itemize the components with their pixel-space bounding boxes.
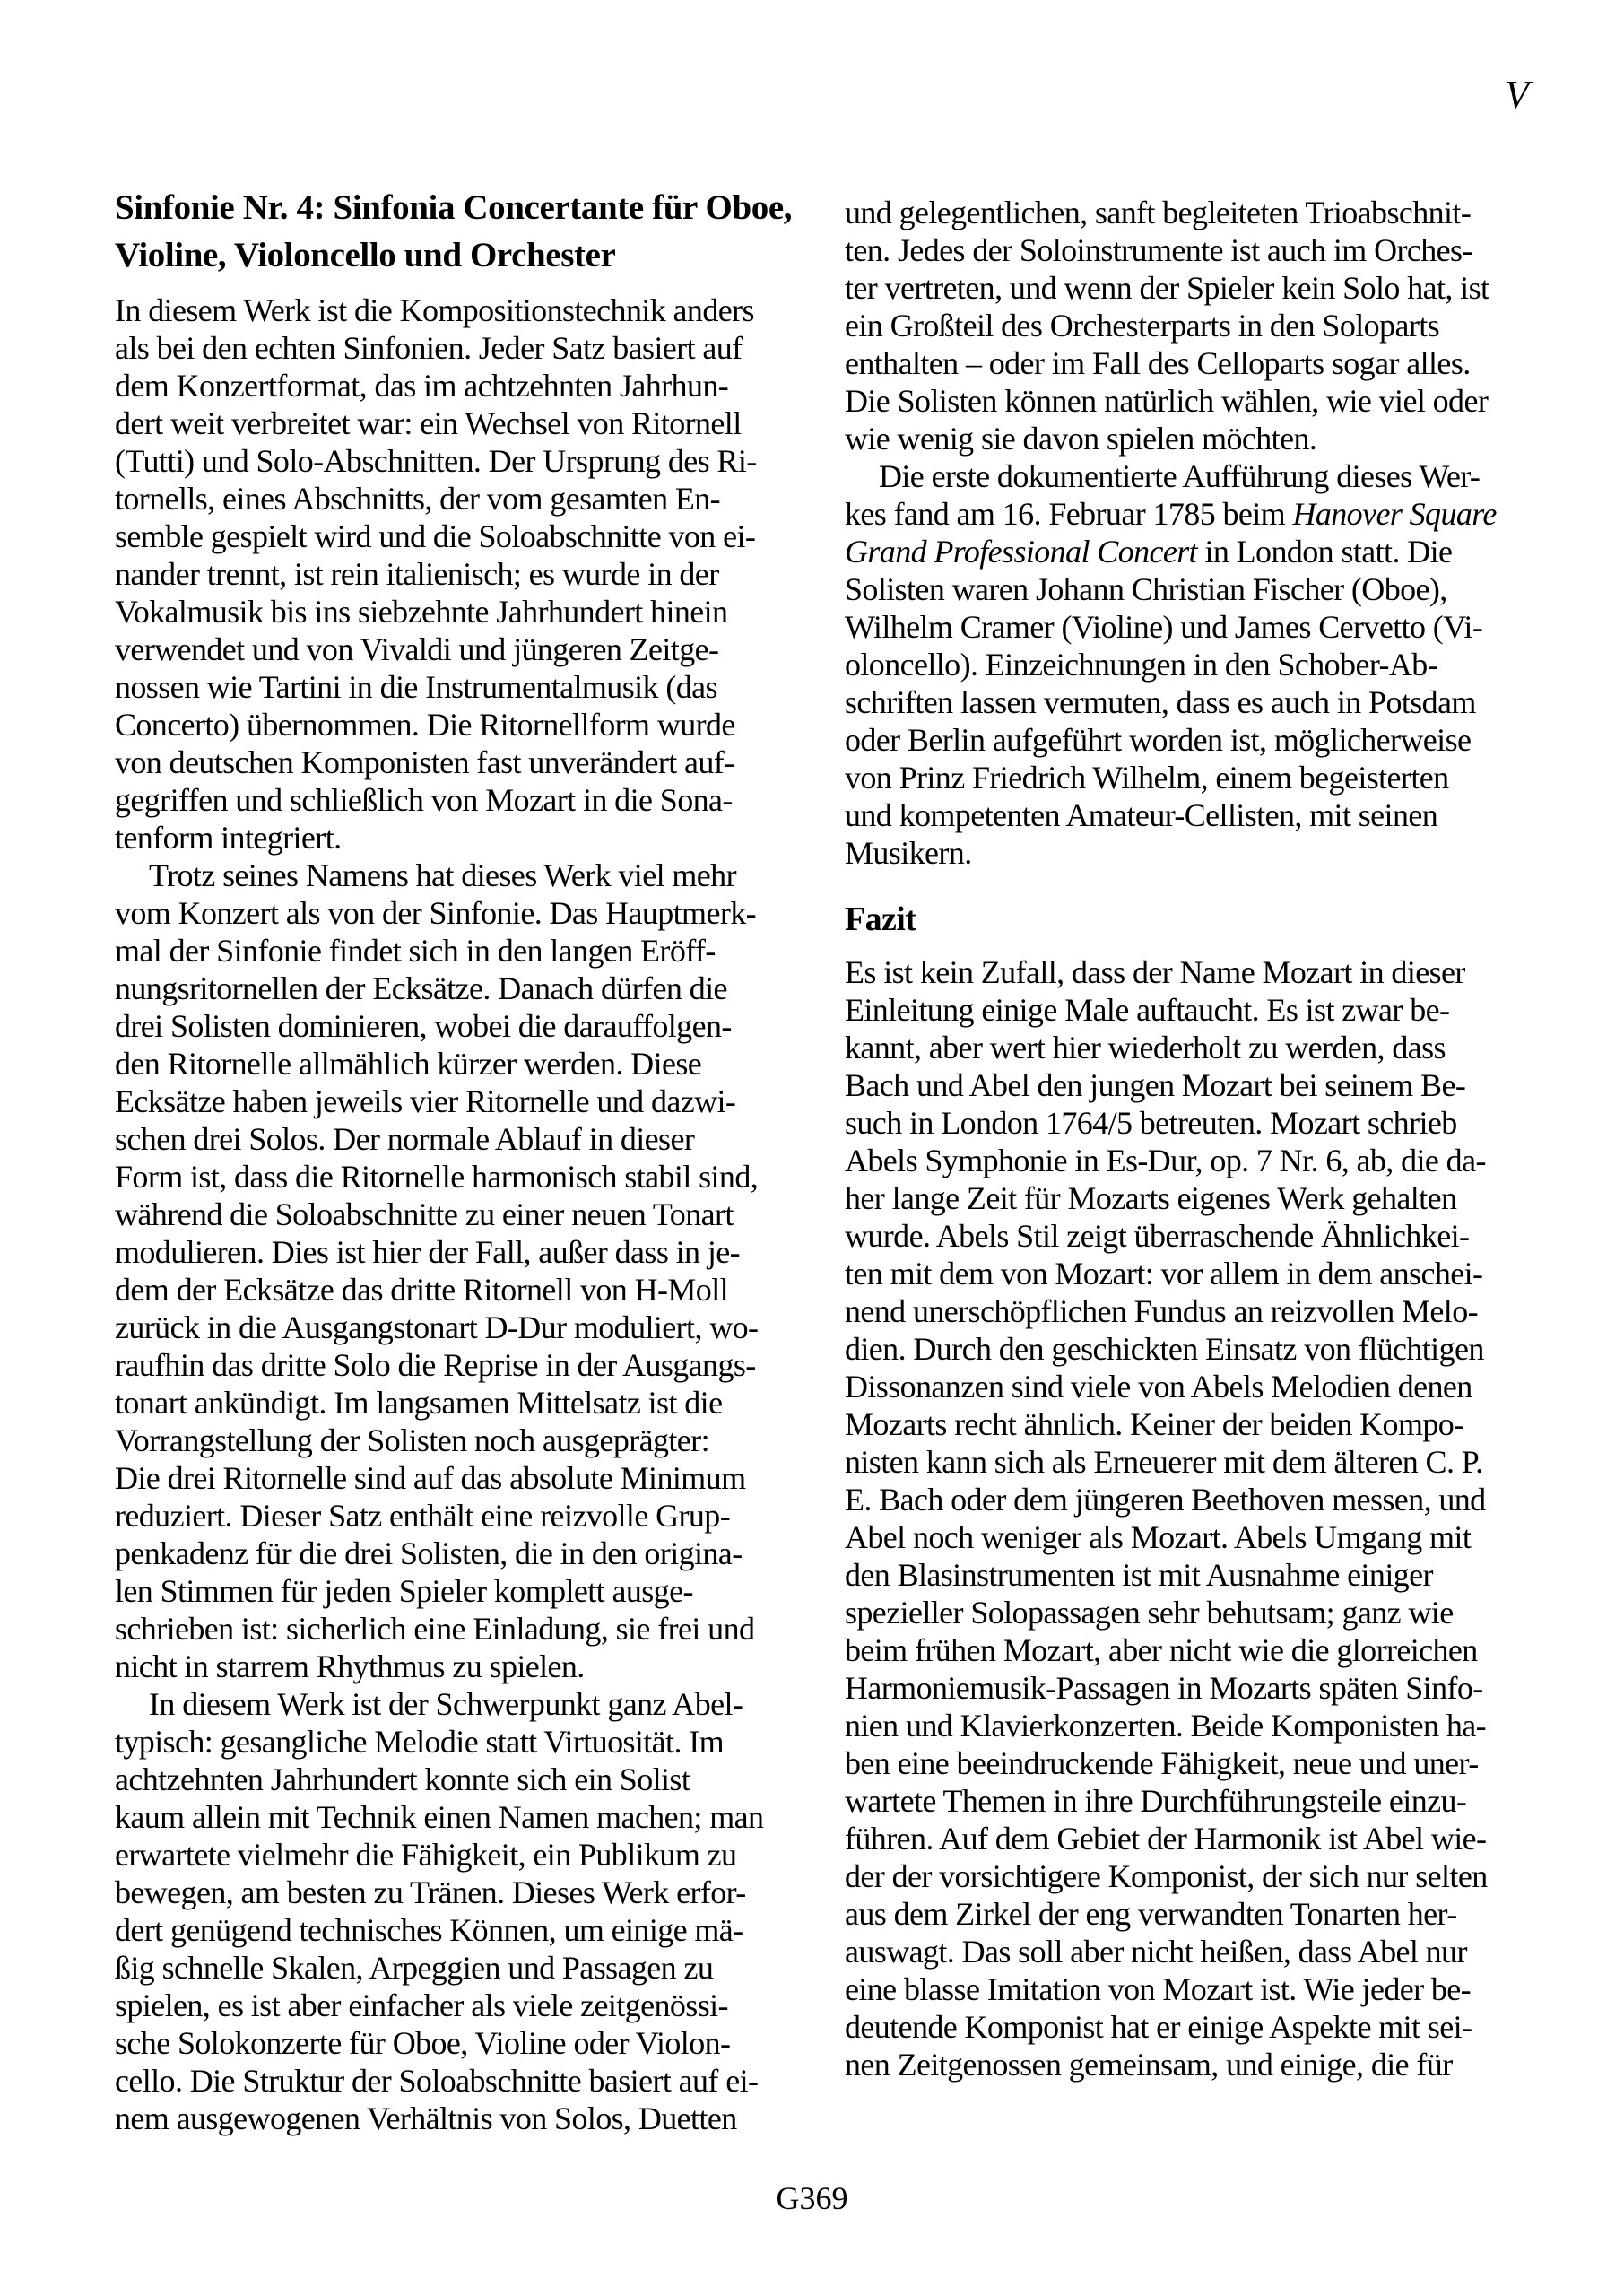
paragraph: [845, 194, 1531, 457]
text-line: [115, 1120, 801, 1158]
text-line: [115, 367, 801, 404]
text-run: Violine, Violoncello und Orchester: [115, 236, 616, 274]
text-line: [115, 184, 801, 231]
text-line: [845, 269, 1531, 307]
text-run: kannt, aber wert hier wiederholt zu werden, dass: [845, 1030, 1446, 1065]
text-run: Abels Symphonie in Es-Dur, op. 7 Nr. 6, ab, die da-: [845, 1143, 1486, 1178]
text-run: Form ist, dass die Ritornelle harmonisch stabil sind,: [115, 1159, 759, 1195]
text-line: [845, 646, 1531, 683]
text-run: Ecksätze haben jeweils vier Ritornelle und dazwi-: [115, 1083, 736, 1119]
text-line: [115, 1422, 801, 1459]
text-line: [115, 631, 801, 668]
text-run: wurde. Abels Stil zeigt überraschende Ähnlichkei-: [845, 1218, 1470, 1254]
text-run: von deutschen Komponisten fast unverändert auf-: [115, 744, 734, 780]
text-line: [845, 953, 1531, 991]
text-run: Trotz seines Namens hat dieses Werk viel mehr: [149, 857, 736, 893]
text-line: [115, 1761, 801, 1798]
text-run: spezieller Solopassagen sehr behutsam; ganz wie: [845, 1595, 1454, 1631]
text-run: mal der Sinfonie findet sich in den langen Eröff-: [115, 933, 716, 969]
text-run: drei Solisten dominieren, wobei die darauffolgen-: [115, 1008, 732, 1044]
text-line: [845, 570, 1531, 608]
text-line: [845, 1933, 1531, 1970]
text-run: achtzehnten Jahrhundert konnte sich ein Solist: [115, 1761, 690, 1797]
text-line: [845, 1556, 1531, 1594]
text-run: schen drei Solos. Der normale Ablauf in dieser: [115, 1121, 695, 1157]
text-run: ben eine beeindruckende Fähigkeit, neue und uner-: [845, 1745, 1479, 1781]
page-number: V: [1505, 73, 1529, 117]
text-run: Solisten waren Johann Christian Fischer (Oboe),: [845, 571, 1447, 607]
text-run: deutende Komponist hat er einige Aspekte mit sei-: [845, 2009, 1472, 2045]
text-line: [115, 1836, 801, 1874]
text-run: Die erste dokumentierte Aufführung dieses Wer-: [879, 458, 1481, 494]
text-run: (Tutti) und Solo-Abschnitten. Der Ursprung des Ri-: [115, 443, 757, 479]
text-line: [845, 1782, 1531, 1820]
text-run: len Stimmen für jeden Spieler komplett ausge-: [115, 1573, 693, 1609]
text-run: nossen wie Tartini in die Instrumentalmusik (das: [115, 669, 717, 705]
text-line: [845, 1443, 1531, 1481]
text-run: der der vorsichtigere Komponist, der sich nur selten: [845, 1858, 1488, 1894]
text-line: [845, 2046, 1531, 2083]
paragraph: [845, 953, 1531, 2083]
text-line: [845, 1368, 1531, 1405]
text-run: oder Berlin aufgeführt worden ist, möglicherweise: [845, 722, 1472, 758]
text-run: nisten kann sich als Erneuerer mit dem älteren C. P.: [845, 1444, 1483, 1480]
text-line: [845, 834, 1531, 872]
text-run: dert genügend technisches Können, um einige mä-: [115, 1912, 743, 1948]
text-run: nicht in starrem Rhythmus zu spielen.: [115, 1648, 585, 1684]
text-run: Mozarts recht ähnlich. Keiner der beiden Kompo-: [845, 1406, 1464, 1442]
text-line: [115, 668, 801, 706]
text-line: [115, 1384, 801, 1422]
text-line: [115, 932, 801, 970]
text-line: [115, 1459, 801, 1497]
text-run: und gelegentlichen, sanft begleiteten Trioabschnit-: [845, 195, 1472, 230]
text-line: [845, 1707, 1531, 1744]
text-run: schrieben ist: sicherlich eine Einladung, sie frei und: [115, 1611, 755, 1647]
text-run: In diesem Werk ist der Schwerpunkt ganz Abel-: [149, 1686, 743, 1722]
text-line: [845, 495, 1531, 533]
text-run: E. Bach oder dem jüngeren Beethoven messen, und: [845, 1482, 1486, 1518]
text-line: [115, 480, 801, 517]
text-line: [115, 781, 801, 819]
text-line: [115, 1158, 801, 1196]
text-line: [845, 1594, 1531, 1631]
text-line: [115, 1874, 801, 1911]
text-line: [845, 1292, 1531, 1330]
text-line: [845, 1669, 1531, 1707]
text-line: [845, 344, 1531, 382]
text-run: semble gespielt wird und die Soloabschnitte von ei-: [115, 518, 756, 554]
text-line: [845, 194, 1531, 231]
text-run: oloncello). Einzeichnungen in den Schober-Ab-: [845, 647, 1438, 683]
text-line: [115, 329, 801, 367]
text-line: [845, 1857, 1531, 1895]
text-line: [115, 706, 801, 744]
text-line: [845, 991, 1531, 1029]
text-line: [845, 608, 1531, 646]
text-run: Die Solisten können natürlich wählen, wie viel oder: [845, 383, 1489, 419]
text-run: modulieren. Dies ist hier der Fall, außer dass in je-: [115, 1234, 741, 1270]
text-run: Sinfonie Nr. 4: Sinfonia Concertante für Oboe,: [115, 188, 793, 227]
text-line: [115, 970, 801, 1007]
text-run: nungsritornellen der Ecksätze. Danach dürfen die: [115, 970, 727, 1006]
text-run: vom Konzert als von der Sinfonie. Das Hauptmerk-: [115, 895, 757, 931]
text-run: Concerto) übernommen. Die Ritornellform wurde: [115, 707, 735, 743]
text-run: von Prinz Friedrich Wilhelm, einem begeisterten: [845, 760, 1449, 796]
text-run: such in London 1764/5 betreuten. Mozart schrieb: [845, 1105, 1457, 1141]
text-line: [845, 231, 1531, 269]
text-line: [115, 231, 801, 279]
text-line: [845, 1744, 1531, 1782]
text-run: tonart ankündigt. Im langsamen Mittelsatz ist die: [115, 1385, 723, 1421]
text-line: [115, 593, 801, 631]
text-run: Vorrangstellung der Solisten noch ausgeprägter:: [115, 1422, 709, 1458]
text-run: den Blasinstrumenten ist mit Ausnahme einiger: [845, 1557, 1433, 1593]
text-line: [115, 1572, 801, 1610]
text-run: tenform integriert.: [115, 820, 342, 856]
text-run: wartete Themen in ihre Durchführungsteile einzu-: [845, 1783, 1467, 1819]
text-run: Es ist kein Zufall, dass der Name Mozart in dieser: [845, 954, 1465, 990]
text-run: spielen, es ist aber einfacher als viele zeitgenössi-: [115, 1987, 728, 2023]
section-heading: [115, 184, 801, 279]
text-run: dien. Durch den geschickten Einsatz von flüchtigen: [845, 1331, 1484, 1367]
text-line: [845, 382, 1531, 420]
text-line: [115, 2024, 801, 2062]
text-line: [845, 2008, 1531, 2046]
text-line: [845, 307, 1531, 344]
text-run: nen Zeitgenossen gemeinsam, und einige, die für: [845, 2047, 1453, 2083]
text-line: [115, 517, 801, 555]
text-line: [845, 457, 1531, 495]
text-line: [115, 894, 801, 932]
text-line: [845, 420, 1531, 457]
text-run: kaum allein mit Technik einen Namen machen; man: [115, 1799, 764, 1835]
text-line: [115, 1309, 801, 1346]
text-run: nend unerschöpflichen Fundus an reizvollen Melo-: [845, 1293, 1479, 1329]
text-run: gegriffen und schließlich von Mozart in die Sona-: [115, 782, 733, 818]
text-run: dem Konzertformat, das im achtzehnten Jahrhun-: [115, 368, 729, 404]
text-line: [845, 1970, 1531, 2008]
text-run: und kompetenten Amateur-Cellisten, mit seinen: [845, 797, 1438, 833]
text-run: Harmoniemusik-Passagen in Mozarts späten Sinfo-: [845, 1670, 1483, 1706]
text-run: auswagt. Das soll aber nicht heißen, dass Abel nur: [845, 1934, 1467, 1970]
text-run: Abel noch weniger als Mozart. Abels Umgang mit: [845, 1519, 1472, 1555]
text-run: ten. Jedes der Soloinstrumente ist auch im Orches-: [845, 232, 1472, 268]
text-line: [115, 1045, 801, 1083]
text-line: [845, 1217, 1531, 1255]
text-line: [115, 404, 801, 442]
text-line: [115, 442, 801, 480]
text-line: [845, 1481, 1531, 1518]
text-line: [115, 1196, 801, 1233]
text-line: [115, 1610, 801, 1648]
text-run: Einleitung einige Male auftaucht. Es ist zwar be-: [845, 992, 1450, 1028]
text-line: [115, 1987, 801, 2024]
text-line: [845, 1405, 1531, 1443]
text-line: [115, 1271, 801, 1309]
text-run: erwartete vielmehr die Fähigkeit, ein Publikum zu: [115, 1837, 737, 1873]
text-line: [845, 1631, 1531, 1669]
text-run: enthalten – oder im Fall des Celloparts sogar alles.: [845, 345, 1471, 381]
text-line: [115, 744, 801, 781]
text-line: [115, 1798, 801, 1836]
text-run: Vokalmusik bis ins siebzehnte Jahrhundert hinein: [115, 594, 728, 630]
text-line: [845, 683, 1531, 721]
text-run: nien und Klavierkonzerten. Beide Komponisten ha-: [845, 1708, 1486, 1744]
text-line: [115, 819, 801, 857]
text-line: [115, 1083, 801, 1120]
text-run: eine blasse Imitation von Mozart ist. Wie jeder be-: [845, 1971, 1472, 2007]
text-line: [845, 796, 1531, 834]
text-run: sche Solokonzerte für Oboe, Violine oder Violon-: [115, 2025, 731, 2061]
text-run: ter vertreten, und wenn der Spieler kein Solo hat, ist: [845, 270, 1489, 306]
text-run: beim frühen Mozart, aber nicht wie die glorreichen: [845, 1632, 1478, 1668]
footer-plate-number: G369: [776, 2180, 848, 2216]
text-run: raufhin das dritte Solo die Reprise in der Ausgangs-: [115, 1347, 756, 1383]
paragraph: [115, 857, 801, 1685]
text-run: typisch: gesangliche Melodie statt Virtuosität. Im: [115, 1724, 725, 1760]
text-run: verwendet und von Vivaldi und jüngeren Zeitge-: [115, 631, 719, 667]
text-run: während die Soloabschnitte zu einer neuen Tonart: [115, 1196, 734, 1232]
text-line: [845, 1820, 1531, 1857]
text-line: [115, 1911, 801, 1949]
text-run: Die drei Ritornelle sind auf das absolute Minimum: [115, 1460, 746, 1496]
text-line: [845, 759, 1531, 796]
text-run: kes fand am 16. Februar 1785 beim: [845, 496, 1293, 532]
italic-text-run: Grand Professional Concert: [845, 534, 1198, 570]
text-run: bewegen, am besten zu Tränen. Dieses Werk erfor-: [115, 1874, 746, 1910]
text-run: tornells, eines Abschnitts, der vom gesamten En-: [115, 481, 721, 517]
text-run: ten mit dem von Mozart: vor allem in dem anschei-: [845, 1256, 1483, 1292]
text-run: dert weit verbreitet war: ein Wechsel von Ritornell: [115, 405, 742, 441]
text-line: [845, 1142, 1531, 1179]
text-run: in London statt. Die: [1197, 534, 1453, 570]
text-line: [845, 1066, 1531, 1104]
text-run: cello. Die Struktur der Soloabschnitte basiert auf ei-: [115, 2063, 759, 2099]
text-line: [845, 1255, 1531, 1292]
text-line: [845, 1179, 1531, 1217]
paragraph: [115, 1685, 801, 2137]
text-run: Fazit: [845, 900, 916, 938]
text-run: aus dem Zirkel der eng verwandten Tonarten her-: [845, 1896, 1457, 1932]
text-run: Dissonanzen sind viele von Abels Melodien denen: [845, 1369, 1472, 1405]
text-line: [115, 1648, 801, 1685]
text-line: [115, 291, 801, 329]
right-column: [845, 194, 1531, 2083]
text-run: In diesem Werk ist die Kompositionstechnik anders: [115, 292, 754, 328]
text-run: reduziert. Dieser Satz enthält eine reizvolle Grup-: [115, 1498, 731, 1534]
text-line: [845, 900, 1531, 938]
text-line: [845, 1330, 1531, 1368]
text-run: Musikern.: [845, 835, 972, 871]
text-run: nem ausgewogenen Verhältnis von Solos, Duetten: [115, 2100, 737, 2136]
text-line: [845, 1029, 1531, 1066]
text-run: Wilhelm Cramer (Violine) und James Cervetto (Vi-: [845, 609, 1483, 645]
text-line: [115, 555, 801, 593]
text-run: nander trennt, ist rein italienisch; es wurde in der: [115, 556, 719, 592]
text-run: führen. Auf dem Gebiet der Harmonik ist Abel wie-: [845, 1821, 1487, 1857]
text-run: ein Großteil des Orchesterparts in den Soloparts: [845, 308, 1440, 344]
text-line: [115, 1346, 801, 1384]
left-column: [115, 184, 801, 2137]
paragraph: [845, 457, 1531, 872]
text-run: Bach und Abel den jungen Mozart bei seinem Be-: [845, 1067, 1466, 1103]
text-line: [845, 1518, 1531, 1556]
text-run: als bei den echten Sinfonien. Jeder Satz basiert auf: [115, 330, 743, 366]
text-line: [845, 1104, 1531, 1142]
text-run: penkadenz für die drei Solisten, die in den origina-: [115, 1535, 743, 1571]
text-line: [115, 1007, 801, 1045]
text-line: [115, 1685, 801, 1723]
text-line: [845, 1895, 1531, 1933]
text-line: [115, 2100, 801, 2137]
text-line: [115, 1233, 801, 1271]
text-run: her lange Zeit für Mozarts eigenes Werk gehalten: [845, 1180, 1457, 1216]
text-run: ßig schnelle Skalen, Arpeggien und Passagen zu: [115, 1950, 714, 1986]
text-run: den Ritornelle allmählich kürzer werden. Diese: [115, 1046, 702, 1082]
text-line: [115, 1949, 801, 1987]
text-line: [115, 2062, 801, 2100]
paragraph: [115, 291, 801, 857]
text-run: dem der Ecksätze das dritte Ritornell von H-Moll: [115, 1272, 729, 1308]
text-line: [845, 721, 1531, 759]
subsection-heading: [845, 900, 1531, 938]
text-line: [115, 1497, 801, 1535]
text-line: [115, 857, 801, 894]
text-run: zurück in die Ausgangstonart D-Dur moduliert, wo-: [115, 1309, 759, 1345]
text-line: [845, 533, 1531, 570]
text-line: [115, 1723, 801, 1761]
text-line: [115, 1535, 801, 1572]
italic-text-run: Hanover Square: [1292, 496, 1497, 532]
text-run: wie wenig sie davon spielen möchten.: [845, 421, 1317, 457]
text-run: schriften lassen vermuten, dass es auch in Potsdam: [845, 684, 1476, 720]
